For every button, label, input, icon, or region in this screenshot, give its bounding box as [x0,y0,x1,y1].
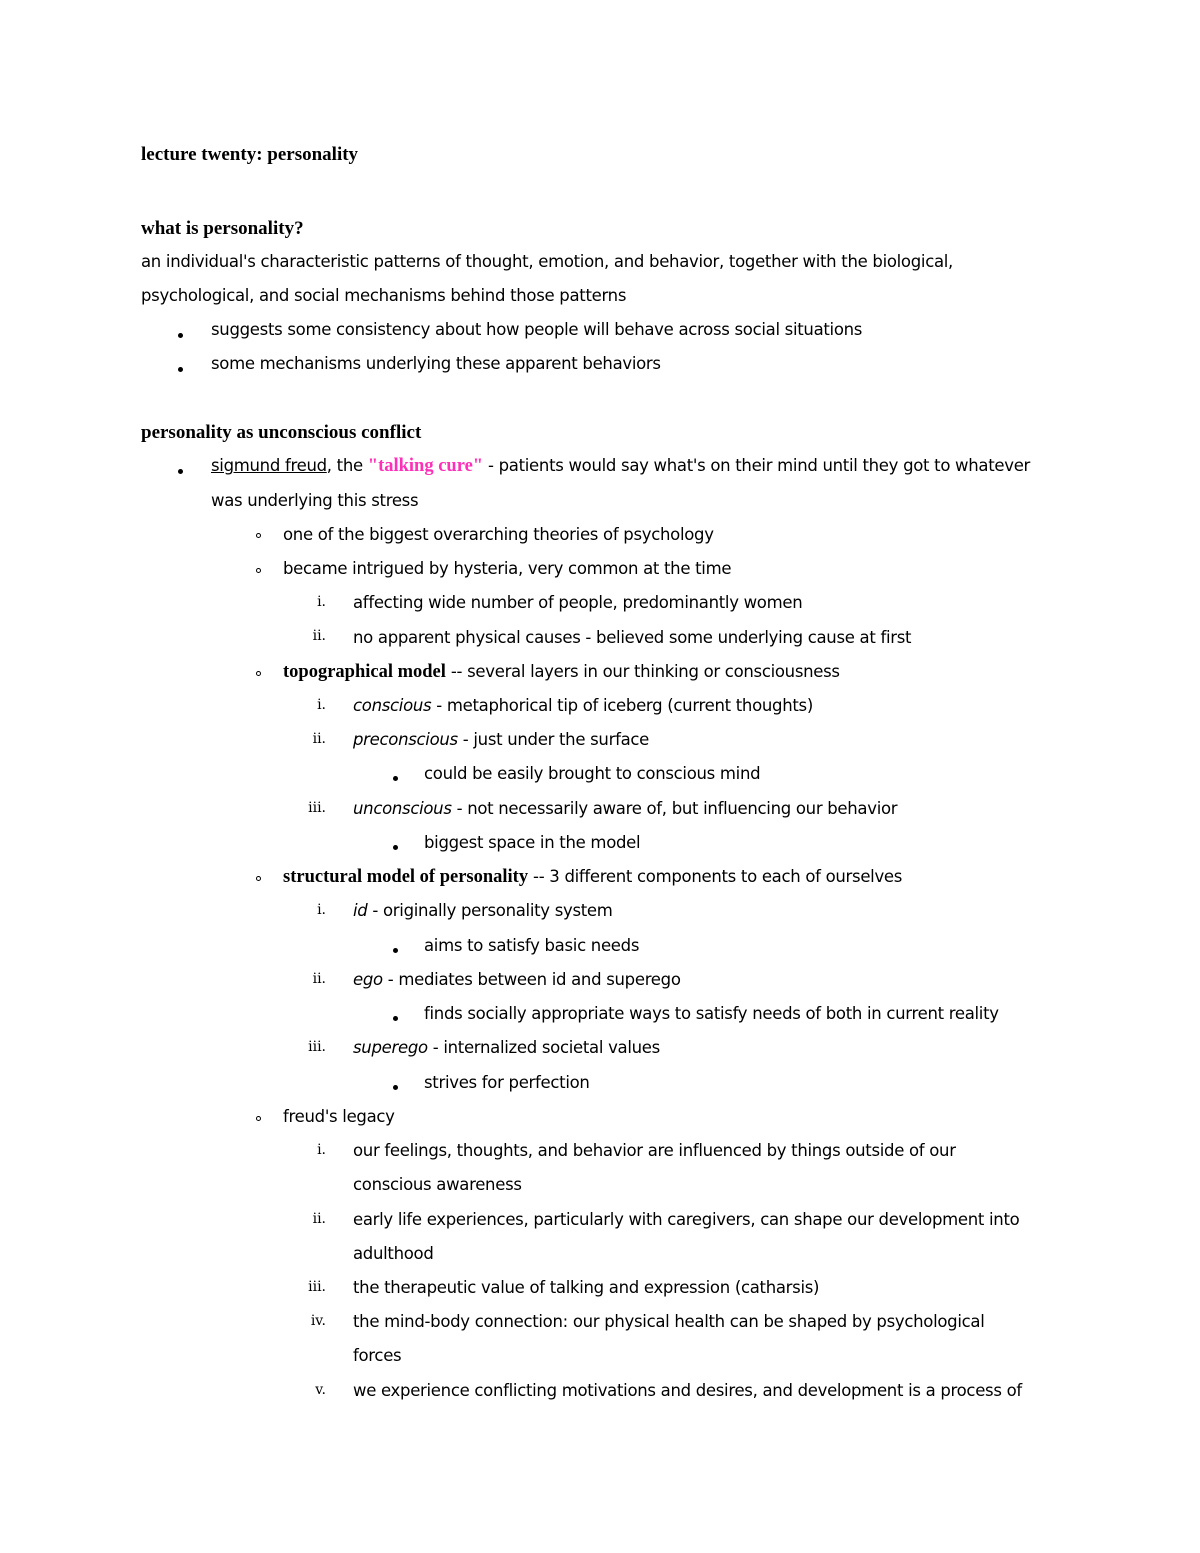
list-item [353,970,681,990]
circle-bullet-icon [256,533,261,538]
numeral-label: ii. [312,1211,326,1227]
list-item: our feelings, thoughts, and behavior are influenced by things outside of our [353,1141,956,1160]
term-unconscious: unconscious [353,799,452,818]
circle-bullet-icon [256,671,261,676]
list-item: the mind-body connection: our physical health can be shaped by psychological [353,1312,985,1331]
list-item: we experience conflicting motivations and desires, and development is a process of [353,1381,1022,1400]
numeral-label: i. [317,1142,326,1158]
numeral-label: i. [317,697,326,713]
numeral-label: i. [317,594,326,610]
numeral-label: iii. [308,800,326,816]
bullet-icon [393,1016,398,1021]
list-item: could be easily brought to conscious mind [424,764,761,783]
list-item: biggest space in the model [424,833,641,852]
structural-model-term: structural model of personality [283,867,529,887]
text-span: - metaphorical tip of iceberg (current thoughts) [431,696,813,715]
text-span: -- several layers in our thinking or consciousness [445,662,840,681]
term-ego: ego [353,970,383,989]
list-item [353,799,897,819]
term-id: id [353,901,368,920]
text-span: -- 3 different components to each of ourselves [528,867,903,886]
list-item [353,901,613,921]
text-span: - not necessarily aware of, but influencing our behavior [451,799,898,818]
numeral-label: v. [315,1382,326,1398]
definition-line-1: an individual's characteristic patterns of thought, emotion, and behavior, together with the biological, [141,252,954,271]
list-item-freud [211,456,1030,476]
numeral-label: ii. [312,731,326,747]
bullet-icon [178,333,183,338]
topographical-model-term: topographical model [283,662,446,682]
bullet-icon [393,948,398,953]
list-item [353,696,813,716]
list-item-structural [283,867,902,887]
list-item: aims to satisfy basic needs [424,936,640,955]
bullet-icon [393,1085,398,1090]
list-item-continuation: conscious awareness [353,1175,522,1194]
list-item [353,730,649,750]
list-item: early life experiences, particularly with caregivers, can shape our development into [353,1210,1020,1229]
list-item: became intrigued by hysteria, very common at the time [283,559,732,578]
bullet-icon [178,367,183,372]
bullet-icon [393,776,398,781]
term-preconscious: preconscious [353,730,458,749]
bullet-icon [393,845,398,850]
list-item: freud's legacy [283,1107,395,1126]
numeral-label: ii. [312,628,326,644]
list-item: affecting wide number of people, predominantly women [353,593,803,612]
section-heading-unconscious-conflict: personality as unconscious conflict [141,422,422,443]
numeral-label: i. [317,902,326,918]
list-item-continuation: adulthood [353,1244,434,1263]
text-span: - just under the surface [457,730,650,749]
term-superego: superego [353,1038,428,1057]
list-item [353,1038,660,1058]
section-heading-what-is-personality: what is personality? [141,218,304,239]
list-item: no apparent physical causes - believed some underlying cause at first [353,628,912,647]
numeral-label: iii. [308,1039,326,1055]
numeral-label: ii. [312,971,326,987]
text-span: - mediates between id and superego [382,970,681,989]
numeral-label: iv. [310,1313,326,1329]
list-item-continuation: forces [353,1346,402,1365]
talking-cure-highlight: "talking cure" [367,456,484,476]
text-span: - internalized societal values [427,1038,660,1057]
term-conscious: conscious [353,696,432,715]
circle-bullet-icon [256,876,261,881]
numeral-label: iii. [308,1279,326,1295]
definition-line-2: psychological, and social mechanisms behind those patterns [141,286,627,305]
bullet-icon [178,469,183,474]
freud-name: sigmund freud [211,456,327,475]
list-item: the therapeutic value of talking and expression (catharsis) [353,1278,820,1297]
page-title: lecture twenty: personality [141,144,359,165]
text-span: - originally personality system [367,901,613,920]
list-item: one of the biggest overarching theories of psychology [283,525,714,544]
list-item: finds socially appropriate ways to satisfy needs of both in current reality [424,1004,999,1023]
list-item-continuation: was underlying this stress [211,491,419,510]
list-item: suggests some consistency about how people will behave across social situations [211,320,863,339]
list-item: strives for perfection [424,1073,590,1092]
circle-bullet-icon [256,568,261,573]
text-span: - patients would say what's on their mind until they got to whatever [483,456,1031,475]
list-item-topographical [283,662,840,682]
list-item: some mechanisms underlying these apparent behaviors [211,354,661,373]
circle-bullet-icon [256,1116,261,1121]
text-span: , the [326,456,368,475]
